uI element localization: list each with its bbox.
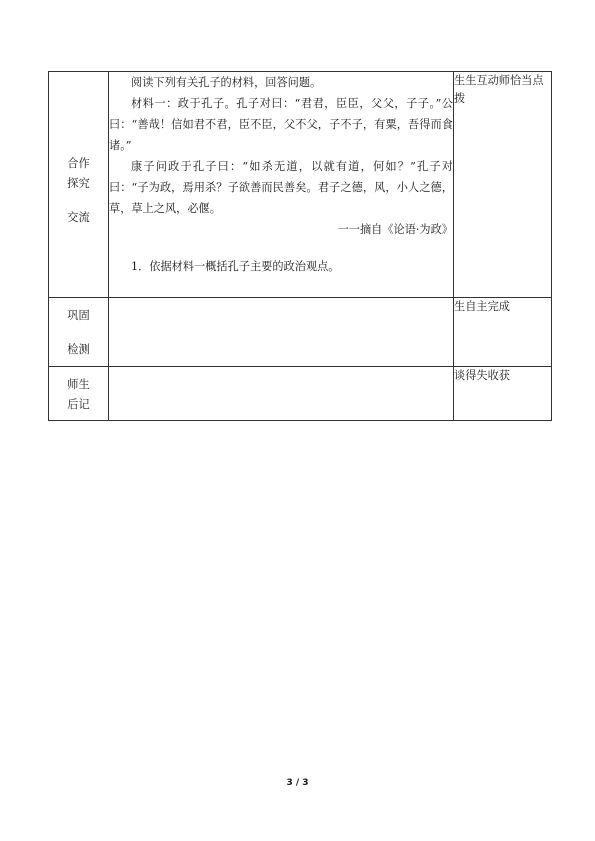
content-cell-notes [109, 367, 454, 421]
question-one: 1．依据材料一概括孔子主要的政治观点。 [131, 260, 340, 273]
row-teacher-student-notes [49, 367, 552, 421]
activity-note-cell: 生自主完成 [454, 298, 552, 367]
source-citation: 一一摘自《论语·为政》 [337, 223, 453, 236]
row-label-line: 探究 [67, 177, 90, 190]
label-cell-cooperative-inquiry [49, 72, 109, 298]
row-label-line: 巩固 [67, 309, 90, 322]
content-cell-cooperative-inquiry [109, 72, 454, 298]
row-cooperative-inquiry [49, 72, 552, 298]
activity-note-cell: 生生互动师恰当点拨 [454, 72, 552, 298]
row-label-line: 合作 [67, 157, 90, 170]
row-consolidation-check [49, 298, 552, 367]
row-label-line: 交流 [67, 211, 90, 224]
row-label-line: 后记 [67, 398, 90, 411]
material-two-text: 康子问政于孔子曰：“如杀无道，以就有道，何如？”孔子对曰：“子为政，焉用杀？子欲善而民善矣。君子之德，风，小人之德，草，草上之风，必偃。 [109, 160, 453, 215]
reading-instruction: 阅读下列有关孔子的材料，回答问题。 [131, 76, 322, 89]
row-label-line: 检测 [67, 343, 90, 356]
page-number: 3 / 3 [286, 778, 309, 788]
activity-note-cell: 谈得失收获 [454, 367, 552, 421]
lesson-plan-table [48, 71, 552, 421]
row-label-line: 师生 [67, 378, 90, 391]
material-one-text: 材料一：政于孔子。孔子对曰：“君君，臣臣，父父，子子。”公曰：“善哉！信如君不君，臣不臣，父不父，子不子，有粟，吾得而食诸。” [109, 97, 453, 152]
label-cell-notes [49, 367, 109, 421]
content-cell-consolidation [109, 298, 454, 367]
label-cell-consolidation [49, 298, 109, 367]
